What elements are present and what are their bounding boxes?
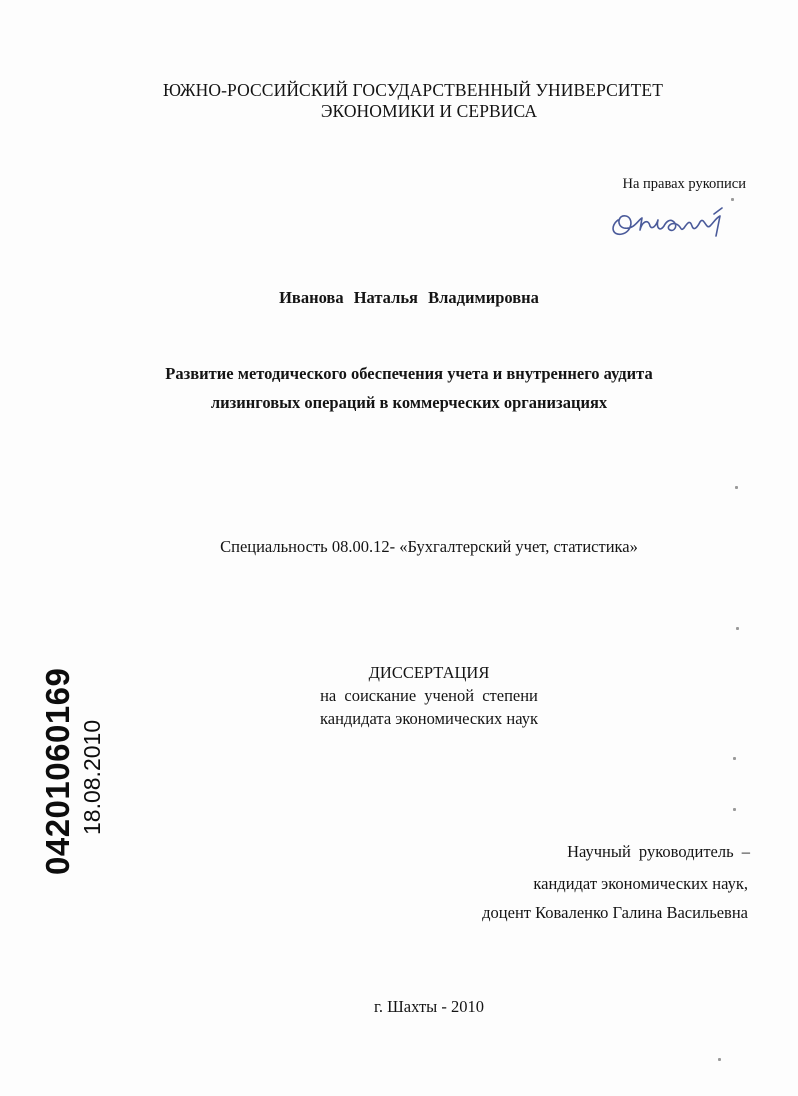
degree-field: кандидата экономических наук (319, 709, 538, 728)
scan-speck (733, 808, 736, 811)
author-name: Иванова Наталья Владимировна (279, 288, 539, 307)
scan-speck (733, 757, 736, 760)
supervisor-label: Научный руководитель – (567, 842, 750, 861)
scan-speck (718, 1058, 721, 1061)
scan-speck (735, 486, 738, 489)
scan-speck (731, 198, 734, 201)
supervisor-name: доцент Коваленко Галина Васильевна (482, 903, 748, 922)
thesis-title-line1: Развитие методического обеспечения учета и внутреннего аудита (165, 364, 653, 383)
specialty: Специальность 08.00.12- «Бухгалтерский учет, статистика» (220, 537, 638, 556)
scan-speck (736, 627, 739, 630)
stamp-code: 04201060169 (39, 667, 76, 875)
university-name-line2: ЭКОНОМИКИ И СЕРВИСА (320, 101, 538, 121)
handwritten-signature (604, 196, 734, 242)
library-stamp (39, 667, 105, 875)
rights-note: На правах рукописи (622, 176, 746, 192)
city-year: г. Шахты - 2010 (373, 997, 484, 1016)
dissertation-heading: ДИССЕРТАЦИЯ (368, 663, 490, 682)
thesis-title-line2: лизинговых операций в коммерческих организациях (210, 393, 608, 412)
supervisor-degree: кандидат экономических наук, (533, 874, 748, 893)
degree-line: на соискание ученой степени (320, 686, 538, 705)
university-name-line1: ЮЖНО-РОССИЙСКИЙ ГОСУДАРСТВЕННЫЙ УНИВЕРСИТЕТ (162, 80, 663, 100)
stamp-date: 18.08.2010 (79, 719, 105, 835)
